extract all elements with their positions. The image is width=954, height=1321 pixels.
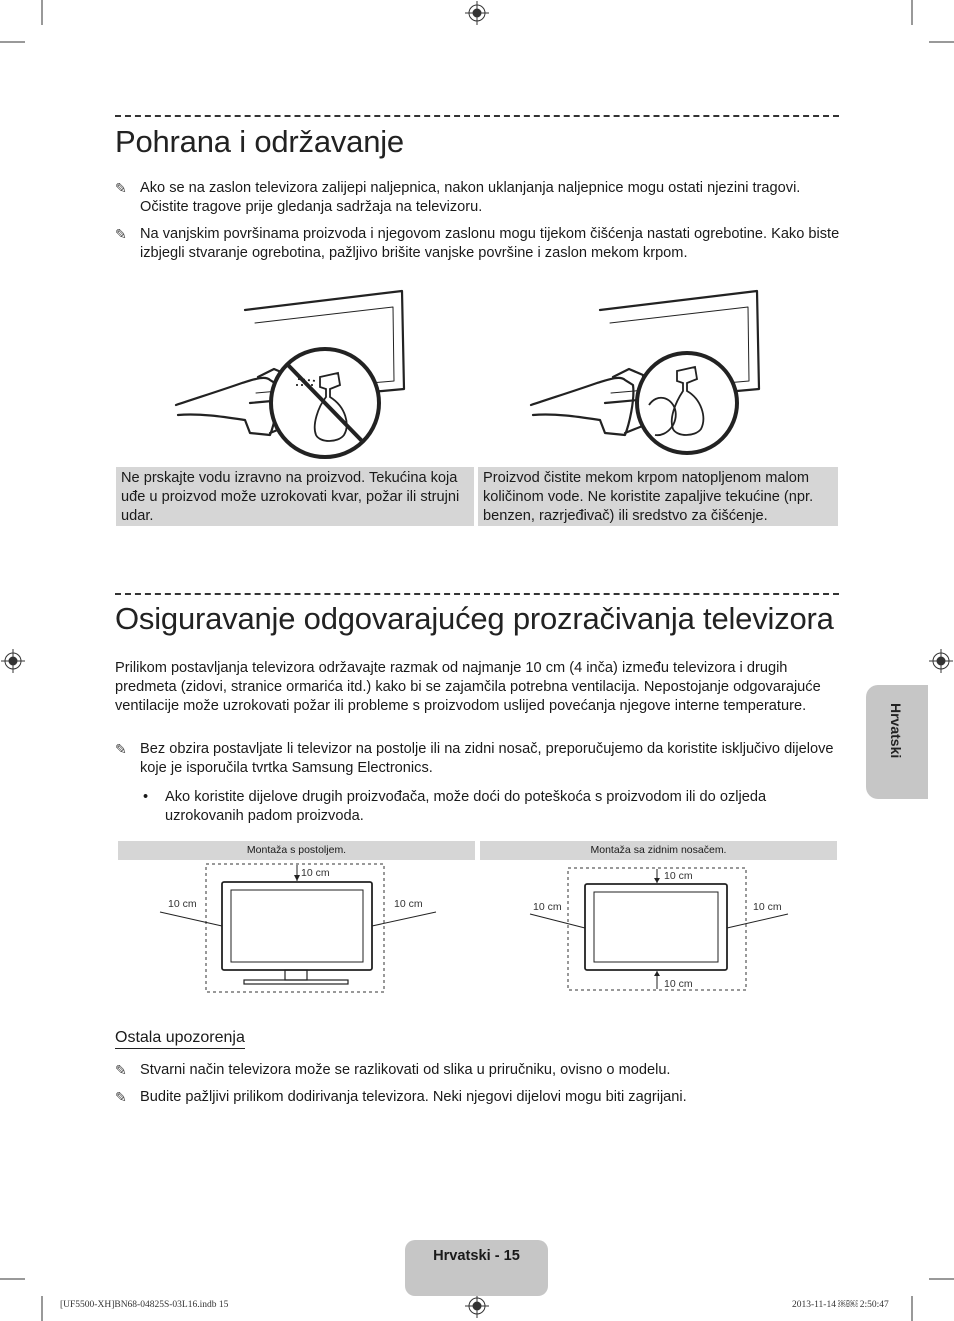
page-number: Hrvatski - 15 (433, 1248, 520, 1264)
dimension-left: 10 cm (168, 898, 197, 910)
note (115, 179, 845, 217)
section-divider (115, 115, 839, 117)
ventilation-paragraph: Prilikom postavljanja televizora održavajte razmak od najmanje 10 cm (4 inča) između televizora i drugih predmeta (zidovi, stranice ormarića itd.) kako bi se zajamčila potrebna ventilacija. Nepostojanje odgovarajuće ventilacije može uzrokovati požar ili probleme s proizvodom uslijed povećanja njegove interne temperature. (115, 660, 821, 714)
diagram-header-wall: Montaža sa zidnim nosačem. (480, 841, 837, 860)
note-icon: ✎ (115, 180, 127, 196)
dimension-left: 10 cm (533, 901, 562, 913)
bullet-item (143, 788, 833, 826)
illustration-cloth (525, 285, 770, 460)
registration-mark-top (465, 1, 489, 25)
diagram-wall (530, 864, 790, 994)
registration-mark-right (929, 649, 953, 673)
bullet-text: Ako koristite dijelove drugih proizvođača, može doći do poteškoća s proizvodom ili do ozljeda uzrokovanih padom proizvoda. (165, 789, 767, 824)
registration-mark-bottom (465, 1294, 489, 1318)
print-file-info: [UF5500-XH]BN68-04825S-03L16.indb 15 (60, 1300, 229, 1310)
note (115, 1088, 845, 1107)
bullet-icon: • (143, 789, 149, 805)
caption-no-spray: Ne prskajte vodu izravno na proizvod. Tekućina koja uđe u proizvod može uzrokovati kvar, požar ili strujni udar. (116, 467, 474, 526)
note (115, 1061, 845, 1080)
diagram-stand (160, 860, 423, 995)
dimension-bottom: 10 cm (664, 978, 693, 990)
note-icon: ✎ (115, 1062, 127, 1078)
dimension-top: 10 cm (301, 867, 330, 879)
dimension-right: 10 cm (394, 898, 423, 910)
page-number-tab (405, 1240, 548, 1296)
section-divider (115, 593, 839, 595)
note-text: Bez obzira postavljate li televizor na postolje ili na zidni nosač, preporučujemo da koristite isključivo dijelove koje je isporučila tvrtka Samsung Electronics. (140, 741, 834, 776)
section-title: Osiguravanje odgovarajućeg prozračivanja televizora (115, 601, 834, 636)
print-timestamp: 2013-11-14 ￼￼ 2:50:47 (792, 1300, 889, 1310)
section-title: Pohrana i održavanje (115, 124, 404, 159)
note-icon: ✎ (115, 226, 127, 242)
note-icon: ✎ (115, 1089, 127, 1105)
diagram-header-stand: Montaža s postoljem. (118, 841, 475, 860)
language-side-tab (866, 685, 928, 799)
note-icon: ✎ (115, 741, 127, 757)
note-text: Ako se na zaslon televizora zalijepi naljepnica, nakon uklanjanja naljepnice mogu ostati njezini tragovi. Očistite tragove prije gledanja sadržaja na televizoru. (140, 180, 801, 215)
note-text: Budite pažljivi prilikom dodirivanja televizora. Neki njegovi dijelovi mogu biti zagrijani. (140, 1089, 687, 1105)
language-side-tab-label: Hrvatski (888, 703, 904, 759)
note-text: Stvarni način televizora može se razlikovati od slika u priručniku, ovisno o modelu. (140, 1062, 671, 1078)
subheading-other-warnings: Ostala upozorenja (115, 1028, 245, 1049)
illustration-no-spray (170, 285, 415, 460)
note (115, 740, 845, 778)
dimension-right: 10 cm (753, 901, 782, 913)
note-text: Na vanjskim površinama proizvoda i njegovom zaslonu mogu tijekom čišćenja nastati ogrebotine. Kako biste izbjegli stvaranje ogrebotina, pažljivo brišite vanjske površine i zaslon mekom krpom. (140, 226, 840, 261)
registration-mark-left (1, 649, 25, 673)
dimension-top: 10 cm (664, 870, 693, 882)
caption-cloth: Proizvod čistite mekom krpom natopljenom malom količinom vode. Ne koristite zapaljive tekućine (npr. benzen, razrjeđivač) ili sredstvo za čišćenje. (478, 467, 838, 526)
note (115, 225, 845, 263)
